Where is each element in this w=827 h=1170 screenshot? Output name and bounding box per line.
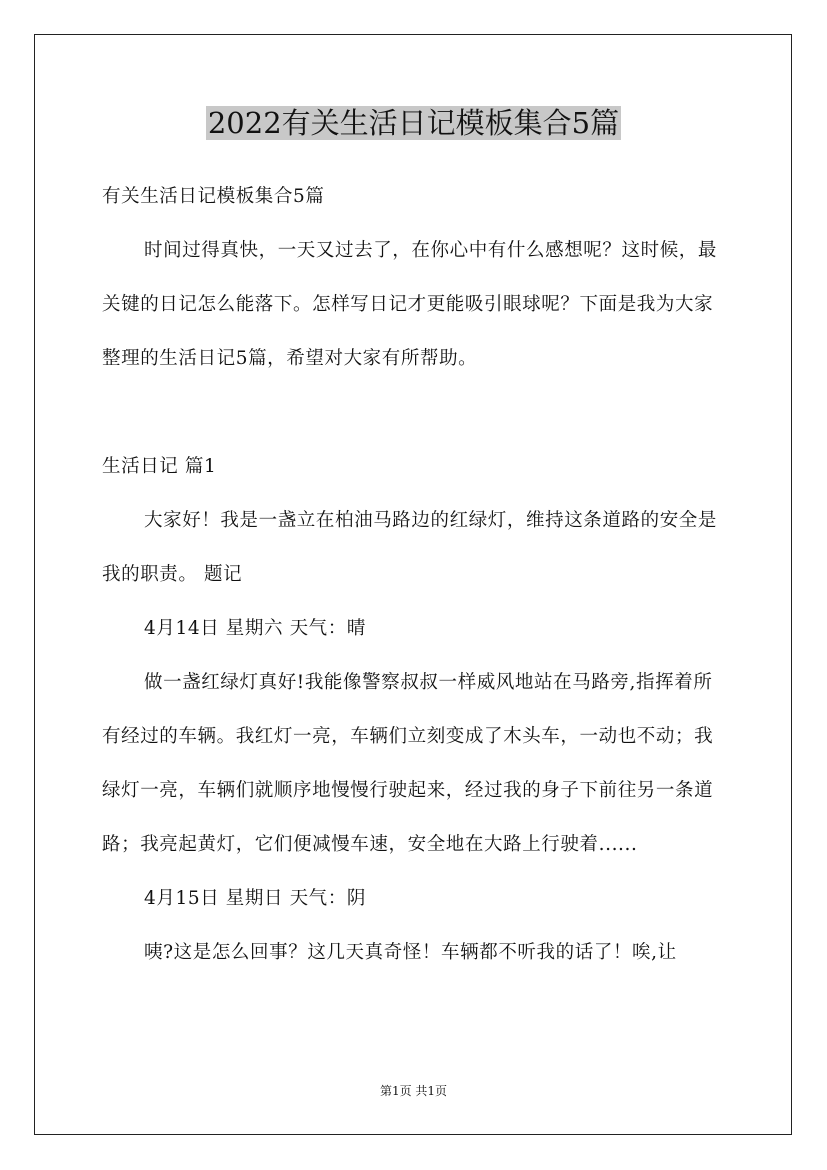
intro-paragraph: 时间过得真快，一天又过去了，在你心中有什么感想呢？这时候，最关键的日记怎么能落下。怎样写日记才更能吸引眼球呢？下面是我为大家整理的生活日记5篇，希望对大家有所帮助。 [102,240,718,369]
body-paragraph: 做一盏红绿灯真好!我能像警察叔叔一样威风地站在马路旁,指挥着所有经过的车辆。我红灯一亮，车辆们立刻变成了木头车，一动也不动；我绿灯一亮，车辆们就顺序地慢慢行驶起来，经过我的身子下前往另一条道路；我亮起黄灯，它们便减慢车速，安全地在大路上行驶着...... [102,672,714,855]
document-title [0,103,827,143]
body-paragraph: 咦?这是怎么回事？这几天真奇怪！车辆都不听我的话了！唉,让 [144,942,677,963]
document-title-text: 2022有关生活日记模板集合5篇 [207,106,620,140]
page-footer: 第1页 共1页 [379,1084,448,1098]
body-paragraph: 大家好！我是一盏立在柏油马路边的红绿灯，维持这条道路的安全是我的职责。 题记 [102,510,718,585]
paragraph-gap [102,386,730,440]
date-line: 4月14日 星期六 天气：晴 [144,618,366,639]
subtitle-paragraph: 有关生活日记模板集合5篇 [102,186,325,207]
section-heading: 生活日记 篇1 [102,456,217,477]
document-body [102,170,730,980]
date-line: 4月15日 星期日 天气：阴 [144,888,366,909]
